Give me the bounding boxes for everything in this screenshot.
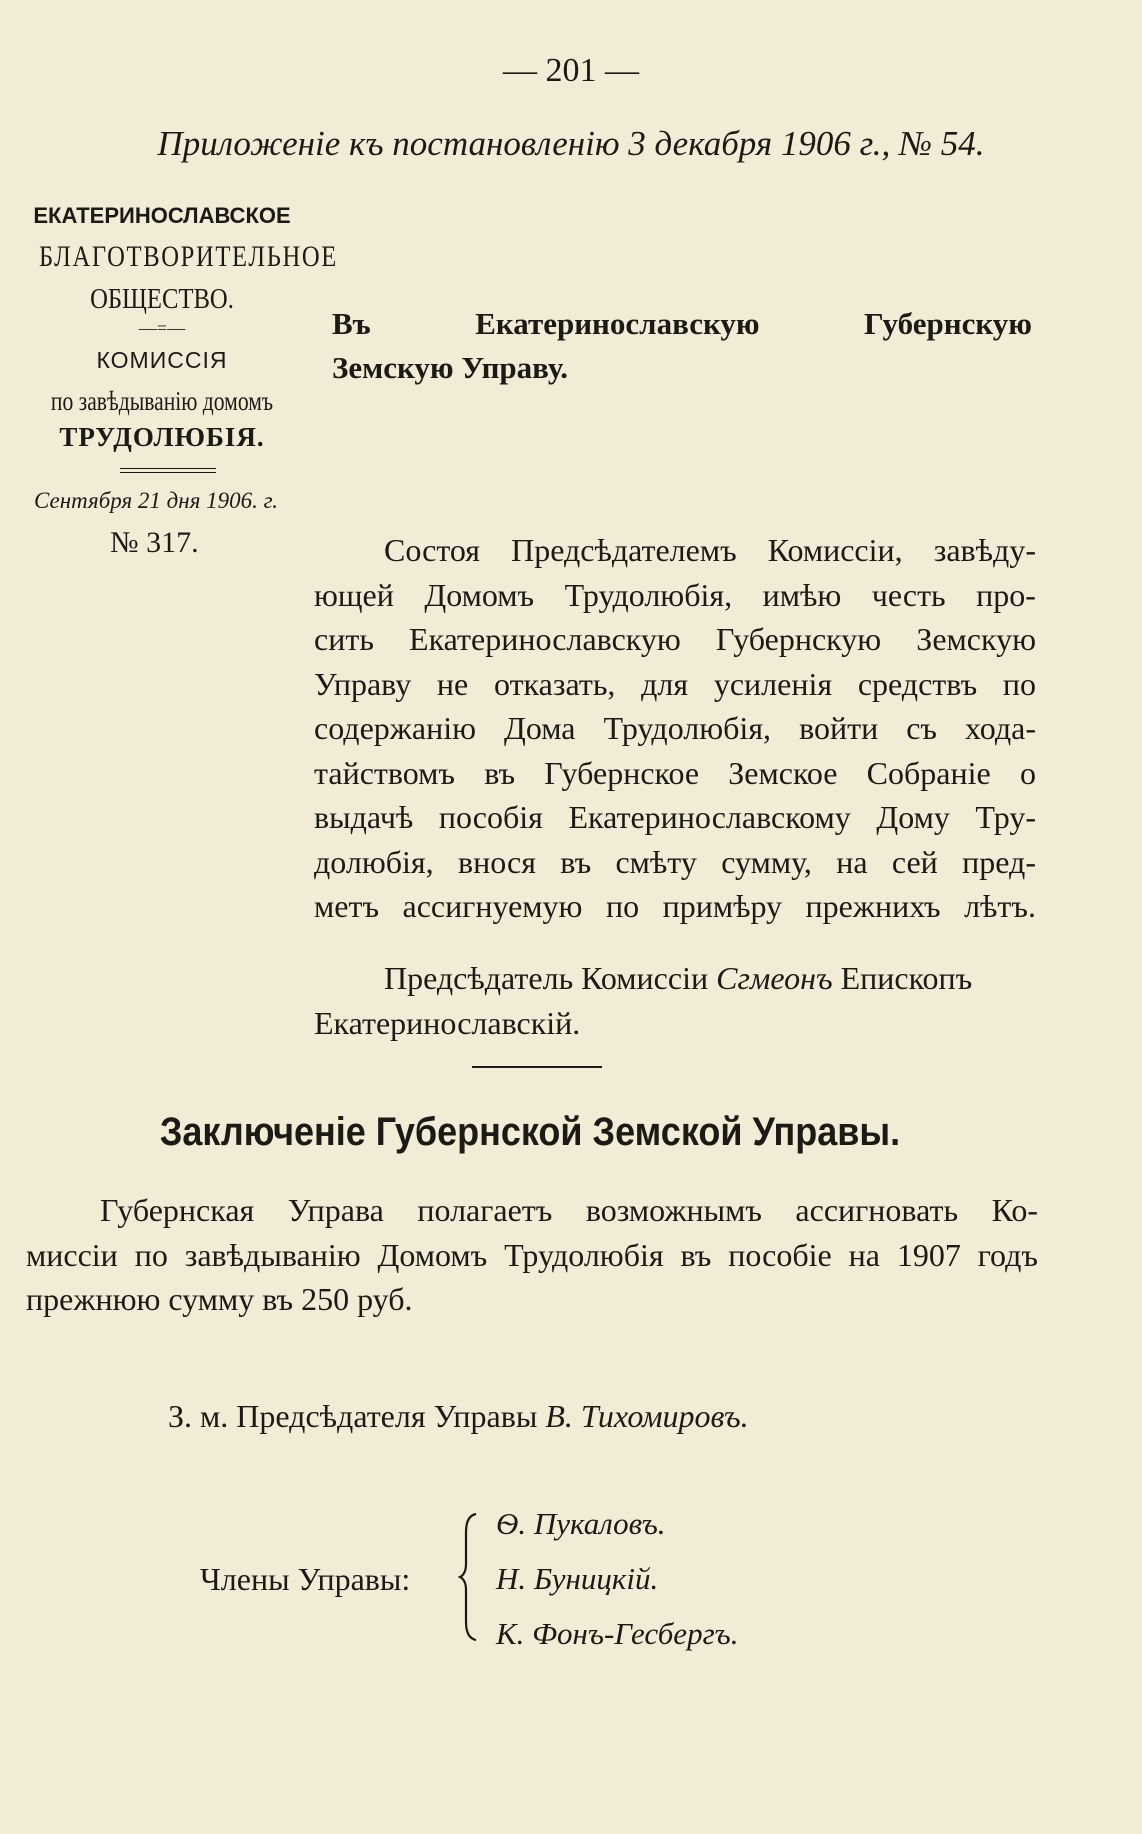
commission-line2: по завѣдыванію домомъ	[50, 386, 274, 416]
addressee-word: Въ	[332, 306, 371, 341]
text-line	[314, 751, 1036, 796]
commission-line3: ТРУДОЛЮБІЯ.	[59, 422, 265, 452]
text-line	[26, 1233, 1038, 1278]
word: лѣтъ.	[964, 888, 1036, 924]
signature-line1	[314, 956, 1036, 1001]
word: Земскую	[916, 621, 1036, 657]
word: пособіе	[728, 1236, 832, 1273]
members-label: Члены Управы:	[200, 1561, 411, 1597]
word: Губернское	[544, 754, 700, 791]
word: миссіи	[26, 1236, 118, 1273]
word: Домомъ	[377, 1236, 488, 1273]
word: Губернская	[100, 1192, 255, 1228]
letter-signature	[314, 956, 1036, 1045]
word: возможнымъ	[585, 1192, 762, 1228]
word: Губернскую	[715, 621, 882, 657]
word: Дому	[876, 799, 950, 835]
word: о	[1019, 754, 1036, 791]
word: въ	[484, 754, 516, 791]
word: Состоя	[384, 532, 481, 568]
member-name: Н. Буницкій.	[496, 1561, 659, 1596]
word: завѣдыванію	[184, 1236, 361, 1273]
section-divider	[472, 1066, 602, 1068]
signature-name: Сгмеонъ	[716, 960, 833, 996]
text-line	[314, 884, 1036, 929]
word: сей	[891, 843, 938, 880]
word: Домомъ	[424, 576, 535, 613]
page-number: — 201 —	[503, 52, 639, 89]
word: отказать,	[493, 665, 616, 702]
word: хода-	[965, 710, 1036, 746]
member-name: К. Фонъ-Гесбергъ.	[496, 1616, 739, 1651]
text-line	[314, 662, 1036, 707]
word: тайствомъ	[314, 754, 455, 791]
word: имѣю	[762, 576, 842, 613]
word: съ	[906, 710, 937, 746]
addressee	[332, 302, 1032, 390]
text-line	[314, 795, 1036, 840]
word: завѣду-	[933, 532, 1036, 568]
text-line	[314, 573, 1036, 618]
word: смѣту	[615, 843, 697, 880]
appendix-title: Приложеніе къ постановленію 3 декабря 1906 г., № 54.	[157, 124, 985, 163]
sender-double-rule	[120, 468, 216, 473]
text-line	[314, 617, 1036, 662]
word: по	[605, 888, 640, 924]
word: Трудолюбія	[504, 1236, 664, 1273]
word: честь	[871, 576, 946, 613]
word: выдачѣ	[314, 799, 414, 835]
word: долюбія,	[314, 843, 434, 880]
word: полагаетъ	[417, 1192, 553, 1228]
word: усиленія	[713, 665, 833, 702]
text-line-last: прежнюю сумму въ 250 руб.	[26, 1281, 413, 1317]
addressee-line1	[332, 302, 1032, 346]
word: пред-	[962, 843, 1036, 880]
word: сить	[314, 621, 374, 657]
addressee-word: Екатеринославскую	[475, 306, 760, 341]
word: ассигнуемую	[402, 888, 583, 924]
word: внося	[457, 843, 536, 880]
word: годъ	[977, 1236, 1038, 1273]
word: метъ	[314, 888, 379, 924]
word: на	[848, 1236, 880, 1273]
sender-separator: —=—	[138, 318, 186, 338]
word: Комиссіи,	[767, 532, 903, 568]
word: для	[641, 665, 689, 702]
word: 1907	[896, 1236, 961, 1273]
deputy-prefix: З. м. Предсѣдателя Управы	[168, 1398, 538, 1434]
word: Ко-	[991, 1192, 1038, 1228]
word: содержанію	[314, 710, 476, 746]
word: прежнихъ	[805, 888, 941, 924]
word: примѣру	[662, 888, 783, 924]
sender-org-line3: ОБЩЕСТВО.	[90, 283, 234, 315]
word: Управа	[287, 1192, 384, 1228]
addressee-line2: Земскую Управу.	[332, 350, 568, 385]
word: въ	[680, 1236, 712, 1273]
letter-date: Сентября 21 дня 1906. г.	[34, 488, 279, 513]
sender-org-line2: БЛАГОТВОРИТЕЛЬНОЕ	[39, 240, 338, 273]
text-line	[314, 528, 1036, 573]
deputy-signature	[168, 1398, 749, 1435]
conclusion-heading: Заключеніе Губернской Земской Управы.	[159, 1110, 901, 1154]
word: Трудолюбія,	[603, 710, 772, 746]
word: Екатеринославскому	[568, 799, 851, 835]
word: Екатеринославскую	[409, 621, 681, 657]
member-name: Ѳ. Пукаловъ.	[496, 1506, 666, 1541]
word: ющей	[314, 576, 394, 613]
word: по	[134, 1236, 168, 1273]
word: средствъ	[857, 665, 978, 702]
word: на	[836, 843, 868, 880]
word: Собраніе	[866, 754, 991, 791]
signature-prefix: Предсѣдатель Комиссіи	[384, 960, 709, 996]
word: не	[436, 665, 469, 702]
deputy-name: В. Тихомировъ.	[545, 1398, 749, 1434]
letter-body	[314, 528, 1036, 929]
word: въ	[560, 843, 592, 880]
word: Предсѣдателемъ	[511, 532, 737, 568]
conclusion-body	[26, 1188, 1038, 1322]
signature-title: Епископъ	[840, 960, 973, 996]
word: войти	[799, 710, 879, 746]
curly-brace	[458, 1512, 480, 1642]
word: Дома	[504, 710, 576, 746]
word: Трудолюбія,	[564, 576, 733, 613]
word: про-	[976, 576, 1036, 613]
text-line	[26, 1188, 1038, 1233]
word: по	[1002, 665, 1036, 702]
word: Управу	[314, 665, 412, 702]
word: Земское	[728, 754, 838, 791]
text-line	[314, 840, 1036, 885]
commission-line1: КОМИССІЯ	[96, 347, 228, 373]
word: ассигновать	[795, 1192, 959, 1228]
word: Тру-	[975, 799, 1036, 835]
signature-line2: Екатеринославскій.	[314, 1004, 581, 1041]
letter-number: № 317.	[110, 526, 199, 559]
addressee-word: Губернскую	[864, 306, 1032, 341]
text-line	[314, 706, 1036, 751]
word: сумму,	[721, 843, 812, 880]
word: пособія	[438, 799, 543, 835]
sender-org-line1: ЕКАТЕРИНОСЛАВСКОЕ	[33, 203, 291, 228]
